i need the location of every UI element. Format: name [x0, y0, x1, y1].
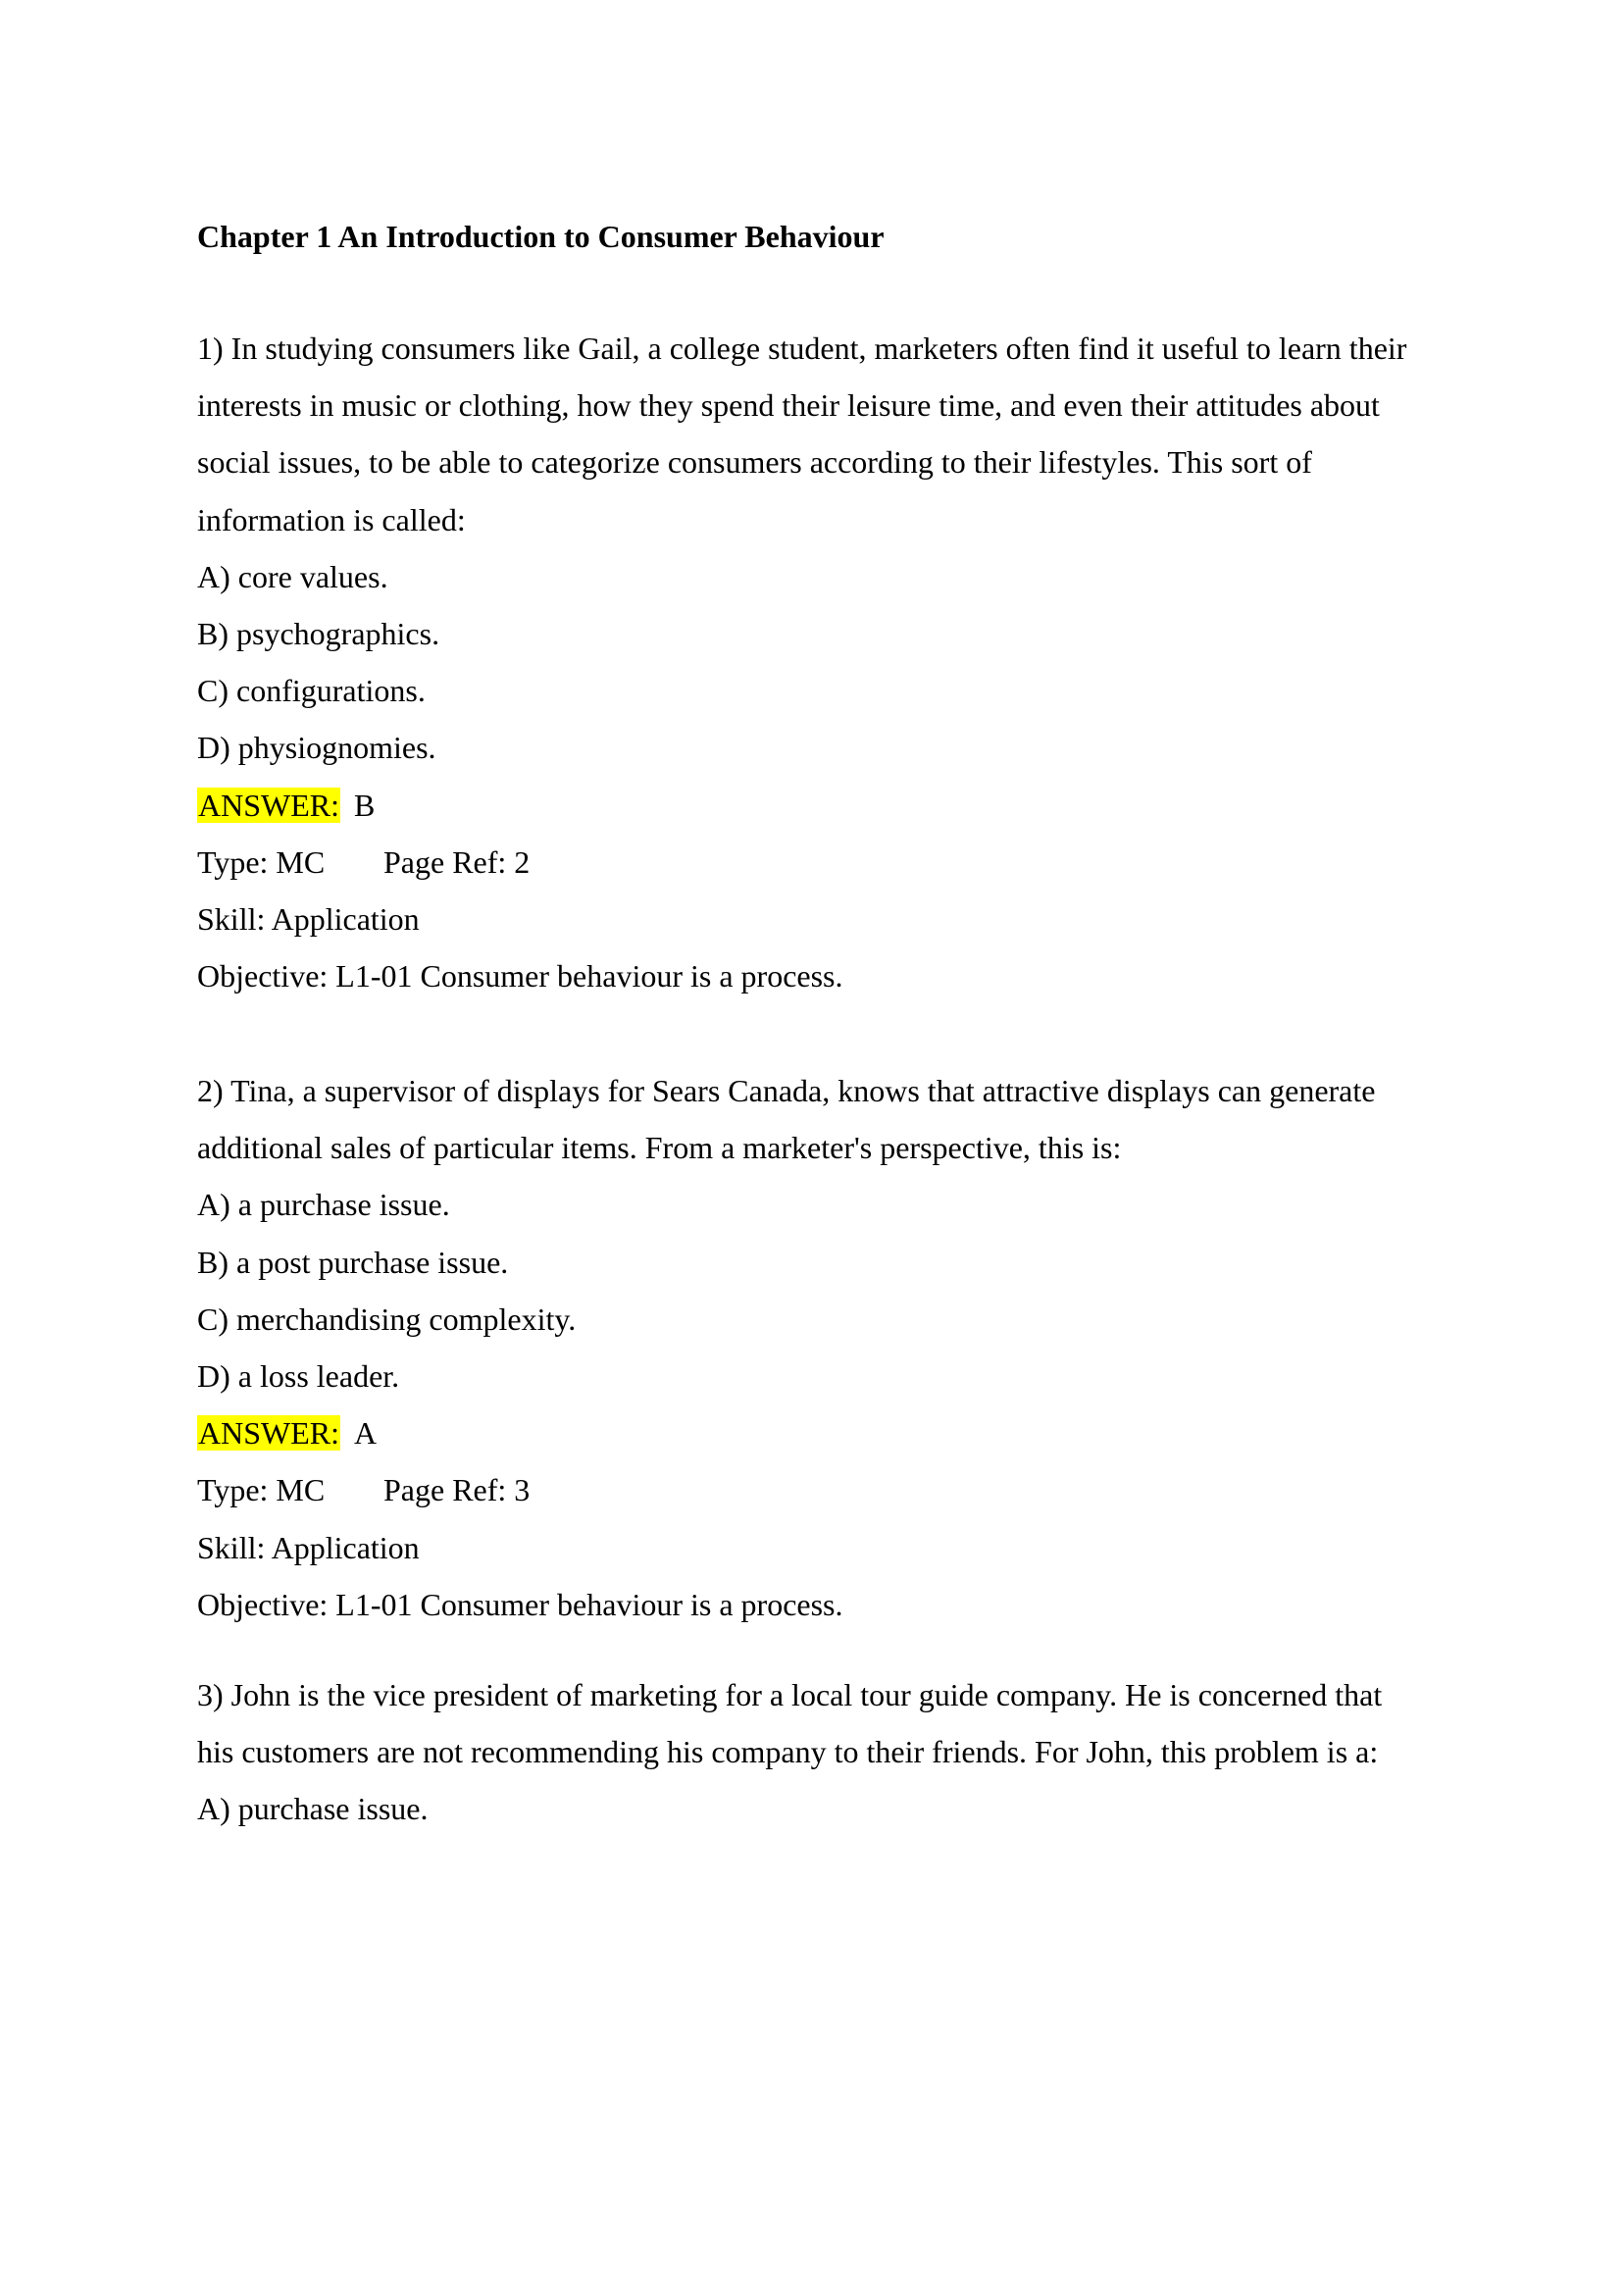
option-a: A) core values.: [197, 558, 388, 594]
question-stem-line: 1) In studying consumers like Gail, a college student, marketers often find it useful to learn their: [197, 331, 1407, 366]
option-b: B) a post purchase issue.: [197, 1244, 509, 1280]
question-3: [197, 1666, 1492, 1838]
question-stem-line: 2) Tina, a supervisor of displays for Sears Canada, knows that attractive displays can generate: [197, 1073, 1376, 1108]
question-2: [197, 1062, 1492, 1633]
option-d: D) a loss leader.: [197, 1357, 400, 1394]
question-stem-line: his customers are not recommending his company to their friends. For John, this problem is a:: [197, 1734, 1379, 1770]
option-d: D) physiognomies.: [197, 730, 436, 766]
chapter-title: Chapter 1 An Introduction to Consumer Behaviour: [197, 219, 885, 254]
skill: Skill: Application: [197, 1529, 420, 1565]
question-type: Type: MC: [197, 843, 326, 880]
question-stem-line: social issues, to be able to categorize consumers according to their lifestyles. This sort of: [197, 444, 1312, 481]
question-stem-line: interests in music or clothing, how they spend their leisure time, and even their attitudes about: [197, 387, 1380, 424]
objective: Objective: L1-01 Consumer behaviour is a process.: [197, 958, 843, 994]
question-stem-line: additional sales of particular items. From a marketer's perspective, this is:: [197, 1130, 1122, 1166]
type-line: [197, 834, 1492, 891]
answer-line: [197, 1404, 1492, 1461]
answer-label: ANSWER:: [198, 787, 339, 823]
page-ref: Page Ref: 3: [383, 1472, 531, 1508]
type-line: [197, 1461, 1492, 1518]
option-c: C) merchandising complexity.: [197, 1300, 577, 1337]
question-stem-line: 3) John is the vice president of marketing for a local tour guide company. He is concerned that: [197, 1677, 1383, 1712]
answer-line: [197, 777, 1492, 834]
question-type: Type: MC: [197, 1472, 326, 1508]
skill: Skill: Application: [197, 900, 420, 937]
answer-label: ANSWER:: [198, 1415, 339, 1452]
question-stem-line: information is called:: [197, 501, 466, 537]
option-a: A) a purchase issue.: [197, 1187, 450, 1223]
answer-value: A: [354, 1415, 378, 1452]
objective: Objective: L1-01 Consumer behaviour is a process.: [197, 1586, 843, 1622]
page-ref: Page Ref: 2: [383, 843, 531, 880]
option-c: C) configurations.: [197, 673, 426, 709]
question-1: [197, 320, 1492, 1004]
option-a: A) purchase issue.: [197, 1791, 429, 1827]
option-b: B) psychographics.: [197, 615, 440, 651]
answer-value: B: [354, 787, 376, 823]
